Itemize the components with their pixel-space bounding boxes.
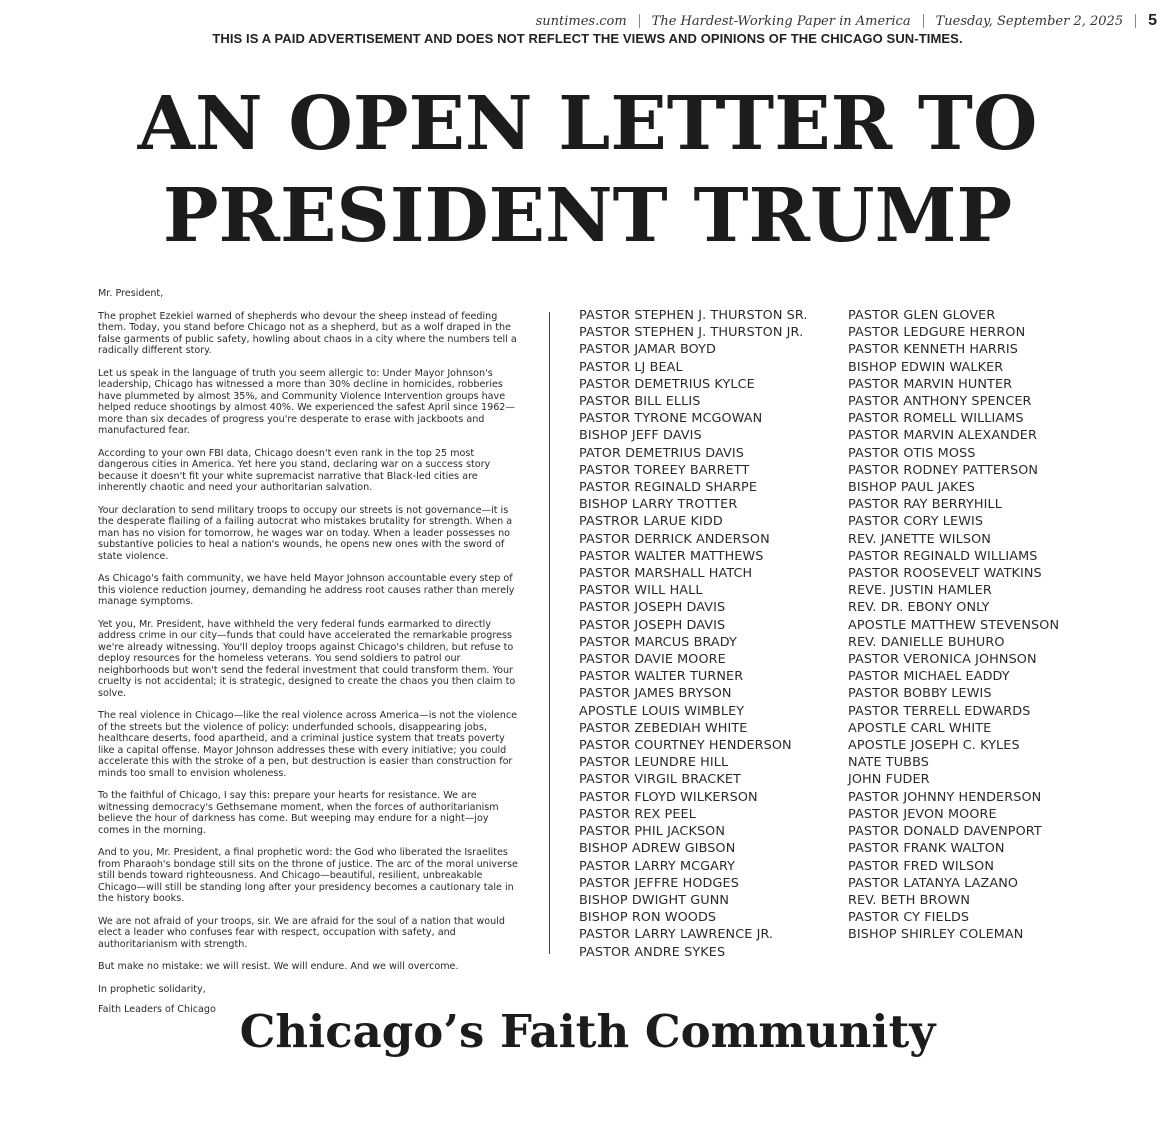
signatory-name: PASTOR STEPHEN J. THURSTON SR. [579,308,808,323]
signatory-name: PASTOR LEUNDRE HILL [579,755,729,771]
signatory-name: PASTOR LATANYA LAZANO [848,875,1019,891]
signatory-name: NATE TUBBS [848,755,929,771]
letter-paragraph: To the faithful of Chicago, I say this: prepare your hearts for resistance. We are witnessing democracy's Gethsemane moment, when the forces of authoritarianism believe the hour of darkness has come. But weeping may endure for a night—joy comes in the morning. [98,790,499,836]
paid-ad-disclaimer: THIS IS A PAID ADVERTISEMENT AND DOES NOT REFLECT THE VIEWS AND OPINIONS OF THE CHICAGO SUN-TIMES. [212,31,963,46]
signatory-name: PASTOR MARSHALL HATCH [579,566,753,582]
signatory-name: PASTOR RAY BERRYHILL [848,497,1002,513]
signatory-name: BISHOP SHIRLEY COLEMAN [848,927,1024,943]
signatory-name: PASTOR CORY LEWIS [848,514,984,530]
signatory-name: PASTOR FRED WILSON [848,858,995,874]
signatory-name: PASTOR BOBBY LEWIS [848,686,992,702]
signatory-name: PASTOR ANTHONY SPENCER [848,394,1032,410]
masthead [536,10,1157,32]
signatory-name: PASTOR OTIS MOSS [848,445,976,461]
signatory-name: PASTOR TERRELL EDWARDS [848,703,1031,719]
letter-paragraph: And to you, Mr. President, a final prophetic word: the God who liberated the Israelites from Pharaoh's bondage still sits on the throne of justice. The arc of the moral universe still bends toward righteousness. And Chicago—beautiful, resilient, unbreakable Chicago—will still be standing long after your presidency becomes a cautionary tale in the history books. [98,847,518,904]
signatory-name: APOSTLE MATTHEW STEVENSON [848,617,1060,633]
signatory-name: PASTOR KENNETH HARRIS [848,342,1018,358]
signatory-name: BISHOP JEFF DAVIS [579,428,702,444]
signatory-name: PASTOR LARRY LAWRENCE JR. [579,927,774,943]
letter-signature: Faith Leaders of Chicago [98,1004,216,1015]
signatory-name: PASTOR MARCUS BRADY [579,634,737,650]
signatory-name: BISHOP EDWIN WALKER [848,359,1004,375]
signatory-name: APOSTLE JOSEPH C. KYLES [848,738,1020,754]
letter-paragraph: We are not afraid of your troops, sir. We are afraid for the soul of a nation that would elect a leader who confuses fear with respect, occupation with safety, and authoritarianism with strength. [98,915,505,950]
signatory-name: BISHOP RON WOODS [579,910,717,926]
signatory-list-column-2 [848,307,1059,944]
signatory-name: PASTOR WILL HALL [579,583,703,599]
signatory-name: PASTOR FLOYD WILKERSON [579,789,758,805]
masthead-date: Tuesday, September 2, 2025 [935,13,1124,29]
signatory-name: BISHOP PAUL JAKES [848,480,975,496]
signatory-name: APOSTLE LOUIS WIMBLEY [579,703,745,719]
masthead-separator [923,14,924,28]
signatory-name: PASTOR JAMES BRYSON [579,686,732,702]
headline-line-1: AN OPEN LETTER TO [137,81,1038,167]
letter-paragraph: As Chicago's faith community, we have held Mayor Johnson accountable every step of this violence reduction journey, demanding he address root causes rather than merely manage symptoms. [98,573,515,607]
signatory-name: PASTOR DERRICK ANDERSON [579,531,770,547]
signatory-name: PASTOR FRANK WALTON [848,841,1005,857]
signatory-name: REV. JANETTE WILSON [848,531,991,547]
signatory-name: PASTOR DEMETRIUS KYLCE [579,376,755,392]
signatory-name: PASTOR ZEBEDIAH WHITE [579,720,748,736]
letter-paragraph: Your declaration to send military troops to occupy our streets is not governance—it is the desperate flailing of a failing autocrat who mistakes brutality for strength. When a man has no vision for tomorrow, he wages war on today. When a leader possesses no substantive policies to heal a nation's wounds, he opens new ones with the sword of state violence. [98,504,513,562]
signatory-name: PASTOR WALTER TURNER [579,669,744,685]
signatory-name: PASTOR RODNEY PATTERSON [848,462,1039,478]
footer-signature: Chicago’s Faith Community [239,1005,936,1058]
letter-salutation: Mr. President, [98,288,164,299]
signatory-name: PASTOR ROMELL WILLIAMS [848,411,1024,427]
signatory-name: PASTOR REGINALD WILLIAMS [848,548,1038,564]
letter-body [98,288,522,1027]
masthead-site: suntimes.com [535,13,627,29]
signatory-name: JOHN FUDER [848,772,930,788]
signatory-name: PASTOR ROOSEVELT WATKINS [848,566,1042,582]
signatory-name: PATOR DEMETRIUS DAVIS [579,445,744,461]
signatory-name: REV. DANIELLE BUHURO [848,634,1005,650]
masthead-tagline: The Hardest-Working Paper in America [651,13,911,29]
signatory-name: PASTOR MARVIN HUNTER [848,376,1013,392]
signatory-name: PASTOR JOHNNY HENDERSON [848,789,1042,805]
letter-paragraph: Yet you, Mr. President, have withheld the very federal funds earmarked to directly address crime in our city—funds that could have accelerated the remarkable progress we're already witnessing. You'll deploy troops against Chicago's children, but refuse to deploy resources for the homeless veterans. You send soldiers to patrol our neighborhoods but won't send the federal investment that could transform them. Your cruelty is not accidental; it is strategic, designed to create the chaos you then claim to solve. [98,618,516,699]
masthead-separator [639,14,640,28]
signatory-name: PASTOR TYRONE MCGOWAN [579,411,763,427]
letter-paragraph: The prophet Ezekiel warned of shepherds who devour the sheep instead of feeding them. Today, you stand before Chicago not as a shepherd, but as a wolf draped in the false garments of public safety, howling about chaos in a city where the numbers tell a radically different story. [98,310,517,356]
signatory-name: BISHOP ADREW GIBSON [579,841,736,857]
signatory-name: PASTOR DONALD DAVENPORT [848,824,1042,840]
signatory-name: PASTOR ANDRE SYKES [579,944,726,960]
signatory-name: REVE. JUSTIN HAMLER [848,583,992,599]
signatory-name: PASTOR DAVIE MOORE [579,652,726,668]
signatory-name: PASTOR STEPHEN J. THURSTON JR. [579,325,804,341]
column-divider [549,312,550,954]
signatory-name: PASTOR JOSEPH DAVIS [579,600,726,616]
signatory-name: PASTOR GLEN GLOVER [848,308,996,323]
signatory-name: PASTOR JAMAR BOYD [579,342,716,358]
letter-paragraph: The real violence in Chicago—like the real violence across America—is not the violence of the streets but the violence of policy: underfunded schools, disappearing jobs, healthcare deserts, food apartheid, and a criminal justice system that treats poverty like a capital offense. Mayor Johnson addresses these with every initiative; you could accelerate this with the stroke of a pen, but destruction is easier than construction for minds too small to envision wholeness. [98,710,518,779]
letter-paragraph: Let us speak in the language of truth you seem allergic to: Under Mayor Johnson's leadership, Chicago has witnessed a more than 30% decline in homicides, robberies have plummeted by almost 35%, and Community Violence Intervention groups have helped reduce shootings by almost 40%. We experienced the safest April since 1962—more than six decades of progress you're desperate to erase with jackboots and manufactured fear. [98,367,515,436]
signatory-name: PASTOR TOREEY BARRETT [579,462,750,478]
signatory-name: PASTOR BILL ELLIS [579,394,701,410]
signatory-name: PASTOR REX PEEL [579,806,696,822]
signatory-name: BISHOP LARRY TROTTER [579,497,738,513]
letter-closing: In prophetic solidarity, [98,983,206,995]
signatory-name: REV. BETH BROWN [848,892,971,908]
signatory-name: PASTOR MARVIN ALEXANDER [848,428,1037,444]
signatory-name: REV. DR. EBONY ONLY [848,600,990,616]
masthead-separator [1135,14,1136,28]
signatory-name: APOSTLE CARL WHITE [848,720,992,736]
signatory-name: PASTROR LARUE KIDD [579,514,723,530]
letter-paragraph: But make no mistake: we will resist. We will endure. And we will overcome. [98,961,459,972]
letter-paragraph: According to your own FBI data, Chicago doesn't even rank in the top 25 most dangerous cities in America. Yet here you stand, declaring war on a success story because it doesn't fit your white supremacist narrative that Black-led cities are inherently chaotic and need your authoritarian salvation. [98,447,491,493]
signatory-name: PASTOR REGINALD SHARPE [579,480,758,496]
page-number: 5 [1148,12,1157,29]
signatory-list-column-1 [579,307,808,961]
headline-line-2: PRESIDENT TRUMP [162,173,1013,259]
signatory-name: PASTOR WALTER MATTHEWS [579,548,764,564]
signatory-name: PASTOR MICHAEL EADDY [848,669,1010,685]
signatory-name: PASTOR LARRY MCGARY [579,858,736,874]
signatory-name: PASTOR JEVON MOORE [848,806,997,822]
signatory-name: BISHOP DWIGHT GUNN [579,892,730,908]
signatory-name: PASTOR LJ BEAL [579,359,683,375]
signatory-name: PASTOR VIRGIL BRACKET [579,772,741,788]
signatory-name: PASTOR VERONICA JOHNSON [848,652,1037,668]
page-title [0,78,1175,262]
signatory-name: PASTOR JOSEPH DAVIS [579,617,726,633]
signatory-name: PASTOR CY FIELDS [848,910,970,926]
signatory-name: PASTOR COURTNEY HENDERSON [579,738,792,754]
signatory-name: PASTOR LEDGURE HERRON [848,325,1026,341]
signatory-name: PASTOR JEFFRE HODGES [579,875,739,891]
signatory-name: PASTOR PHIL JACKSON [579,824,726,840]
